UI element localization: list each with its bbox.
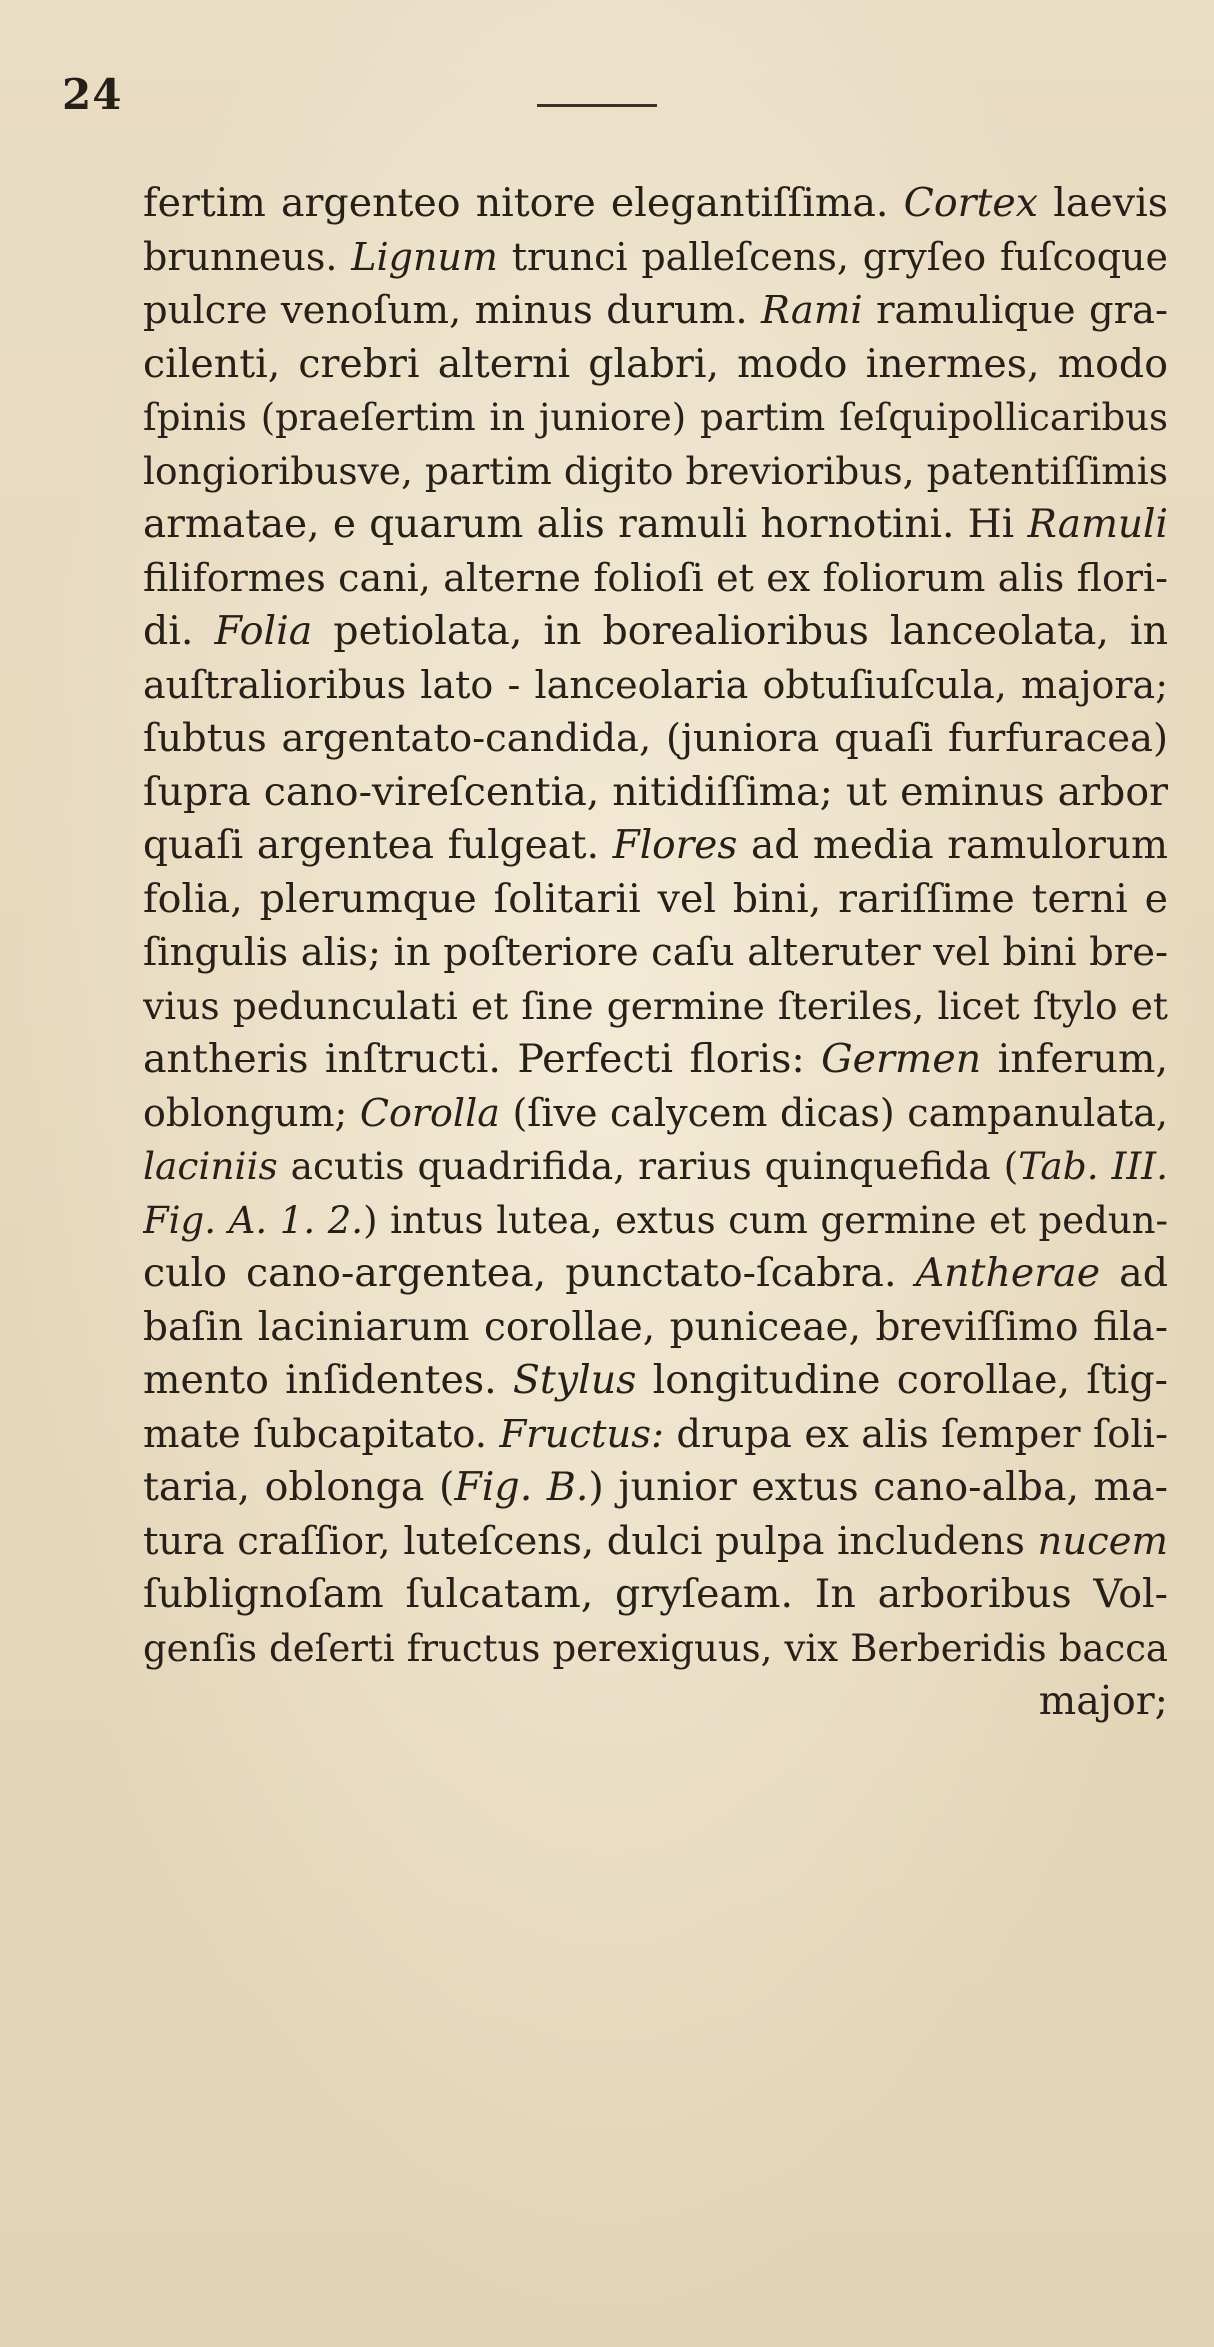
- text-line: [143, 498, 1168, 552]
- text-segment: ad: [1100, 1250, 1168, 1296]
- italic-term: Stylus: [512, 1357, 637, 1403]
- text-segment: longioribusve, partim digito brevioribus, patentiſſimis: [143, 448, 1168, 493]
- text-segment: ſublignoſam ſulcatam, gryſeam. In arboribus Vol-: [143, 1571, 1168, 1617]
- header-rule: [537, 104, 657, 107]
- text-segment: (ſive calycem dicas) campanulata,: [499, 1090, 1168, 1135]
- text-line: [143, 980, 1168, 1034]
- text-line: [143, 552, 1168, 606]
- text-segment: ramulique gra-: [862, 288, 1168, 333]
- text-segment: di.: [143, 608, 215, 654]
- text-segment: longitudine corollae, ſtig-: [636, 1357, 1168, 1403]
- text-segment: petiolata, in borealioribus lanceolata, in: [312, 608, 1168, 654]
- italic-term: Rami: [761, 288, 863, 333]
- italic-term: Germen: [821, 1036, 982, 1082]
- text-line: [143, 1408, 1168, 1462]
- text-segment: genſis deſerti fructus perexiguus, vix Berberidis bacca: [143, 1626, 1168, 1670]
- italic-term: laciniis: [143, 1144, 278, 1188]
- text-line: [143, 391, 1168, 445]
- text-line: [143, 1301, 1168, 1355]
- text-line: [143, 1354, 1168, 1408]
- text-segment: mate ſubcapitato.: [143, 1411, 500, 1457]
- text-line: [143, 445, 1168, 499]
- text-segment: filiformes cani, alterne folioſi et ex foliorum alis flori-: [143, 555, 1168, 600]
- page-number: 24: [62, 70, 123, 119]
- text-line: [143, 1622, 1168, 1676]
- text-segment: armatae, e quarum alis ramuli hornotini. Hi: [143, 502, 1028, 547]
- text-line: [143, 231, 1168, 285]
- text-line: [143, 766, 1168, 820]
- italic-term: 1. 2.: [279, 1198, 364, 1242]
- text-segment: ) junior extus cano-alba, ma-: [588, 1464, 1168, 1510]
- text-segment: taria, oblonga (: [143, 1464, 455, 1510]
- text-segment: oblongum;: [143, 1090, 360, 1135]
- italic-term: Folia: [214, 608, 313, 654]
- text-segment: ſpinis (praeſertim in juniore) partim ſeſquipollicaribus: [143, 396, 1168, 439]
- text-segment: inferum,: [981, 1036, 1168, 1082]
- text-line: [143, 605, 1168, 659]
- text-segment: tura craſſior, luteſcens, dulci pulpa includens: [143, 1518, 1038, 1564]
- text-line: [143, 1194, 1168, 1248]
- text-segment: major;: [1038, 1678, 1168, 1724]
- text-line: [143, 284, 1168, 338]
- italic-term: Lignum: [351, 234, 498, 279]
- text-segment: ſupra cano-vireſcentia, nitidiſſima; ut eminus arbor: [143, 768, 1168, 815]
- italic-term: Fructus:: [499, 1411, 664, 1457]
- italic-term: Fig. B.: [454, 1464, 589, 1510]
- text-segment: [267, 1199, 280, 1242]
- text-segment: laevis: [1038, 180, 1168, 226]
- italic-term: Flores: [612, 823, 738, 868]
- italic-term: Cortex: [903, 180, 1039, 226]
- text-line: [143, 1568, 1168, 1622]
- text-segment: ſubtus argentato-candida, (juniora quaſi furfuracea): [143, 716, 1168, 761]
- text-segment: auſtralioribus lato - lanceolaria obtuſiuſcula, majora;: [143, 662, 1168, 707]
- italic-term: Corolla: [359, 1090, 500, 1135]
- text-line: [143, 177, 1168, 231]
- text-segment: vius pedunculati et ſine germine ſteriles, licet ſtylo et: [143, 983, 1168, 1028]
- text-segment: trunci palleſcens, gryſeo fuſcoque: [497, 234, 1168, 279]
- text-segment: mento inſidentes.: [143, 1357, 513, 1403]
- text-segment: quaſi argentea fulgeat.: [143, 823, 613, 868]
- text-segment: ſingulis alis; in poſteriore caſu alteruter vel bini bre-: [143, 930, 1168, 975]
- text-segment: acutis quadrifida, rarius quinquefida (: [277, 1144, 1019, 1188]
- text-segment: culo cano-argentea, punctato-ſcabra.: [143, 1250, 916, 1296]
- text-line: [143, 1087, 1168, 1141]
- text-segment: ad media ramulorum: [737, 823, 1168, 868]
- text-line: [143, 926, 1168, 980]
- italic-term: Tab. III.: [1018, 1144, 1168, 1188]
- text-segment: baſin laciniarum corollae, puniceae, breviſſimo fila-: [143, 1304, 1168, 1350]
- text-segment: brunneus.: [143, 234, 352, 279]
- text-line: [143, 1140, 1168, 1194]
- italic-term: Fig. A.: [143, 1198, 268, 1242]
- text-segment: pulcre venoſum, minus durum.: [143, 288, 761, 333]
- text-line: [143, 1461, 1168, 1515]
- body-text: [143, 177, 1168, 1729]
- text-segment: folia, plerumque ſolitarii vel bini, rariſſime terni e: [143, 875, 1168, 922]
- text-line: [143, 712, 1168, 766]
- text-line: [143, 1033, 1168, 1087]
- text-line: [143, 1515, 1168, 1569]
- text-line: [143, 1675, 1168, 1729]
- text-line: [143, 1247, 1168, 1301]
- text-line: [143, 338, 1168, 392]
- text-segment: cilenti, crebri alterni glabri, modo inermes, modo: [143, 340, 1168, 387]
- text-segment: antheris inſtructi. Perfecti floris:: [143, 1036, 822, 1082]
- italic-term: Ramuli: [1027, 502, 1168, 547]
- text-line: [143, 659, 1168, 713]
- italic-term: nucem: [1037, 1518, 1168, 1564]
- text-segment: fertim argenteo nitore elegantiſſima.: [143, 180, 904, 226]
- text-line: [143, 873, 1168, 927]
- text-segment: ) intus lutea, extus cum germine et pedun-: [363, 1198, 1168, 1242]
- text-line: [143, 819, 1168, 873]
- text-segment: drupa ex alis ſemper ſoli-: [663, 1411, 1168, 1457]
- italic-term: Antherae: [915, 1250, 1101, 1296]
